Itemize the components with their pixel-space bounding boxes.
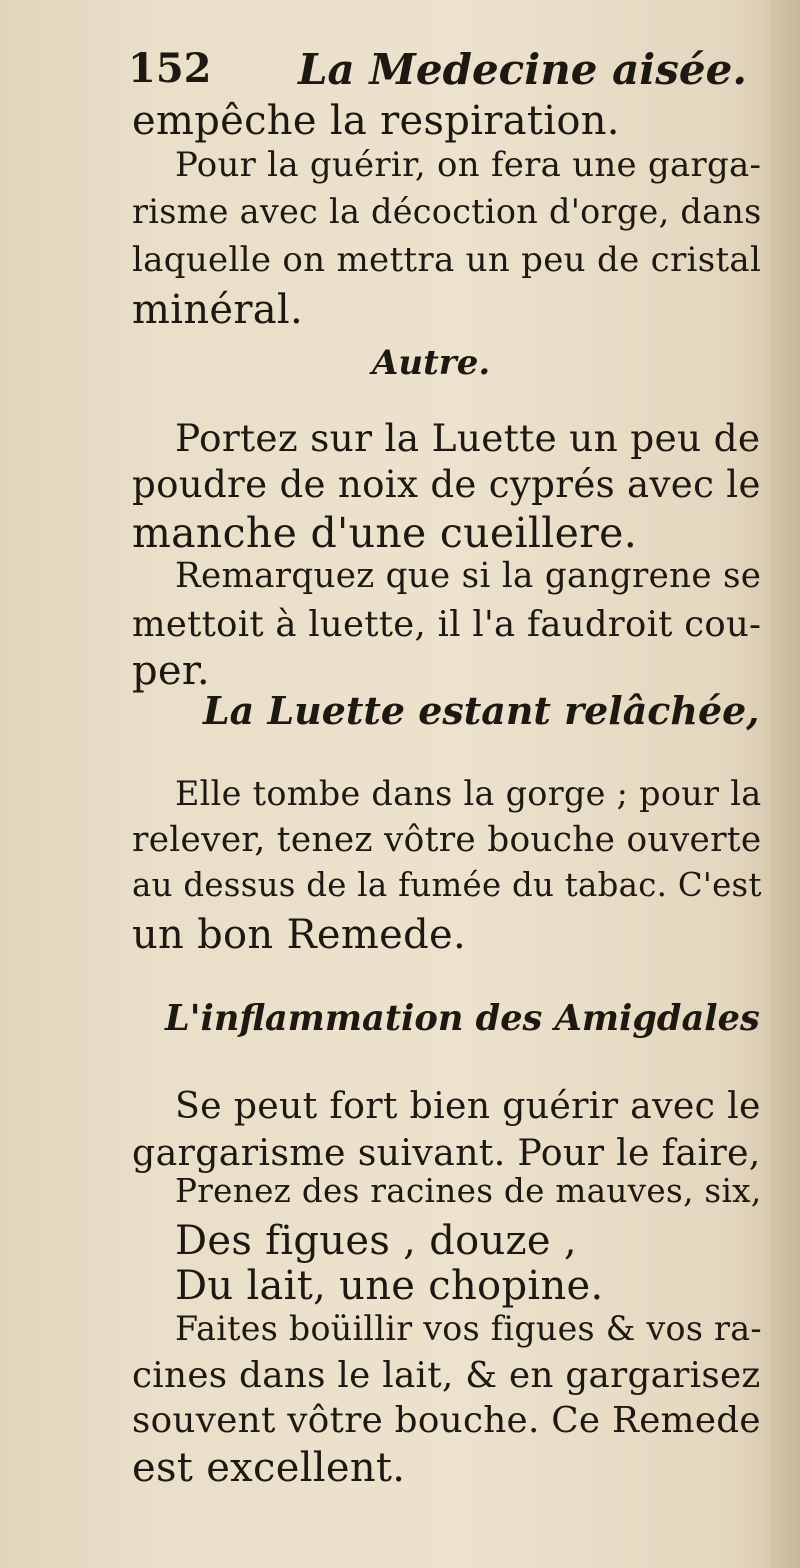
text-line: manche d'une cueillere. xyxy=(132,509,638,557)
text-line: relever, tenez vôtre bouche ouverte xyxy=(132,820,762,860)
text-line: un bon Remede. xyxy=(132,912,466,958)
text-line: Prenez des racines de mauves, six, xyxy=(175,1172,762,1210)
text-line: Remarquez que si la gangrene se xyxy=(175,556,762,596)
section-heading: La Luette estant relâchée, xyxy=(203,688,760,733)
text-line: Du lait, une chopine. xyxy=(175,1263,604,1309)
text-line: Se peut fort bien guérir avec le xyxy=(175,1084,761,1127)
running-title: La Medecine aisée. xyxy=(298,45,747,94)
text-line: Portez sur la Luette un peu de xyxy=(175,416,761,460)
text-line: minéral. xyxy=(132,287,304,333)
text-line: poudre de noix de cyprés avec le xyxy=(132,463,761,506)
text-line: est excellent. xyxy=(132,1445,406,1491)
text-line: cines dans le lait, & en gargarisez xyxy=(132,1355,761,1396)
text-line: Elle tombe dans la gorge ; pour la xyxy=(175,774,762,813)
text-line: laquelle on mettra un peu de cristal xyxy=(132,240,762,280)
text-line: au dessus de la fumée du tabac. C'est xyxy=(132,866,762,904)
text-line: gargarisme suivant. Pour le faire, xyxy=(132,1131,761,1174)
section-heading: Autre. xyxy=(372,343,491,383)
page-gutter xyxy=(770,0,800,1568)
text-line: Pour la guérir, on fera une garga- xyxy=(175,145,762,184)
text-line: Faites boüillir vos figues & vos ra- xyxy=(175,1309,762,1348)
text-line: mettoit à luette, il l'a faudroit cou- xyxy=(132,604,762,645)
text-line: empêche la respiration. xyxy=(132,98,620,144)
text-line: souvent vôtre bouche. Ce Remede xyxy=(132,1400,761,1441)
text-line: Des figues , douze , xyxy=(175,1218,577,1264)
text-line: per. xyxy=(132,648,210,694)
page-number: 152 xyxy=(128,45,212,92)
section-heading: L'inflammation des Amigdales xyxy=(165,998,760,1039)
text-line: risme avec la décoction d'orge, dans xyxy=(132,192,762,231)
